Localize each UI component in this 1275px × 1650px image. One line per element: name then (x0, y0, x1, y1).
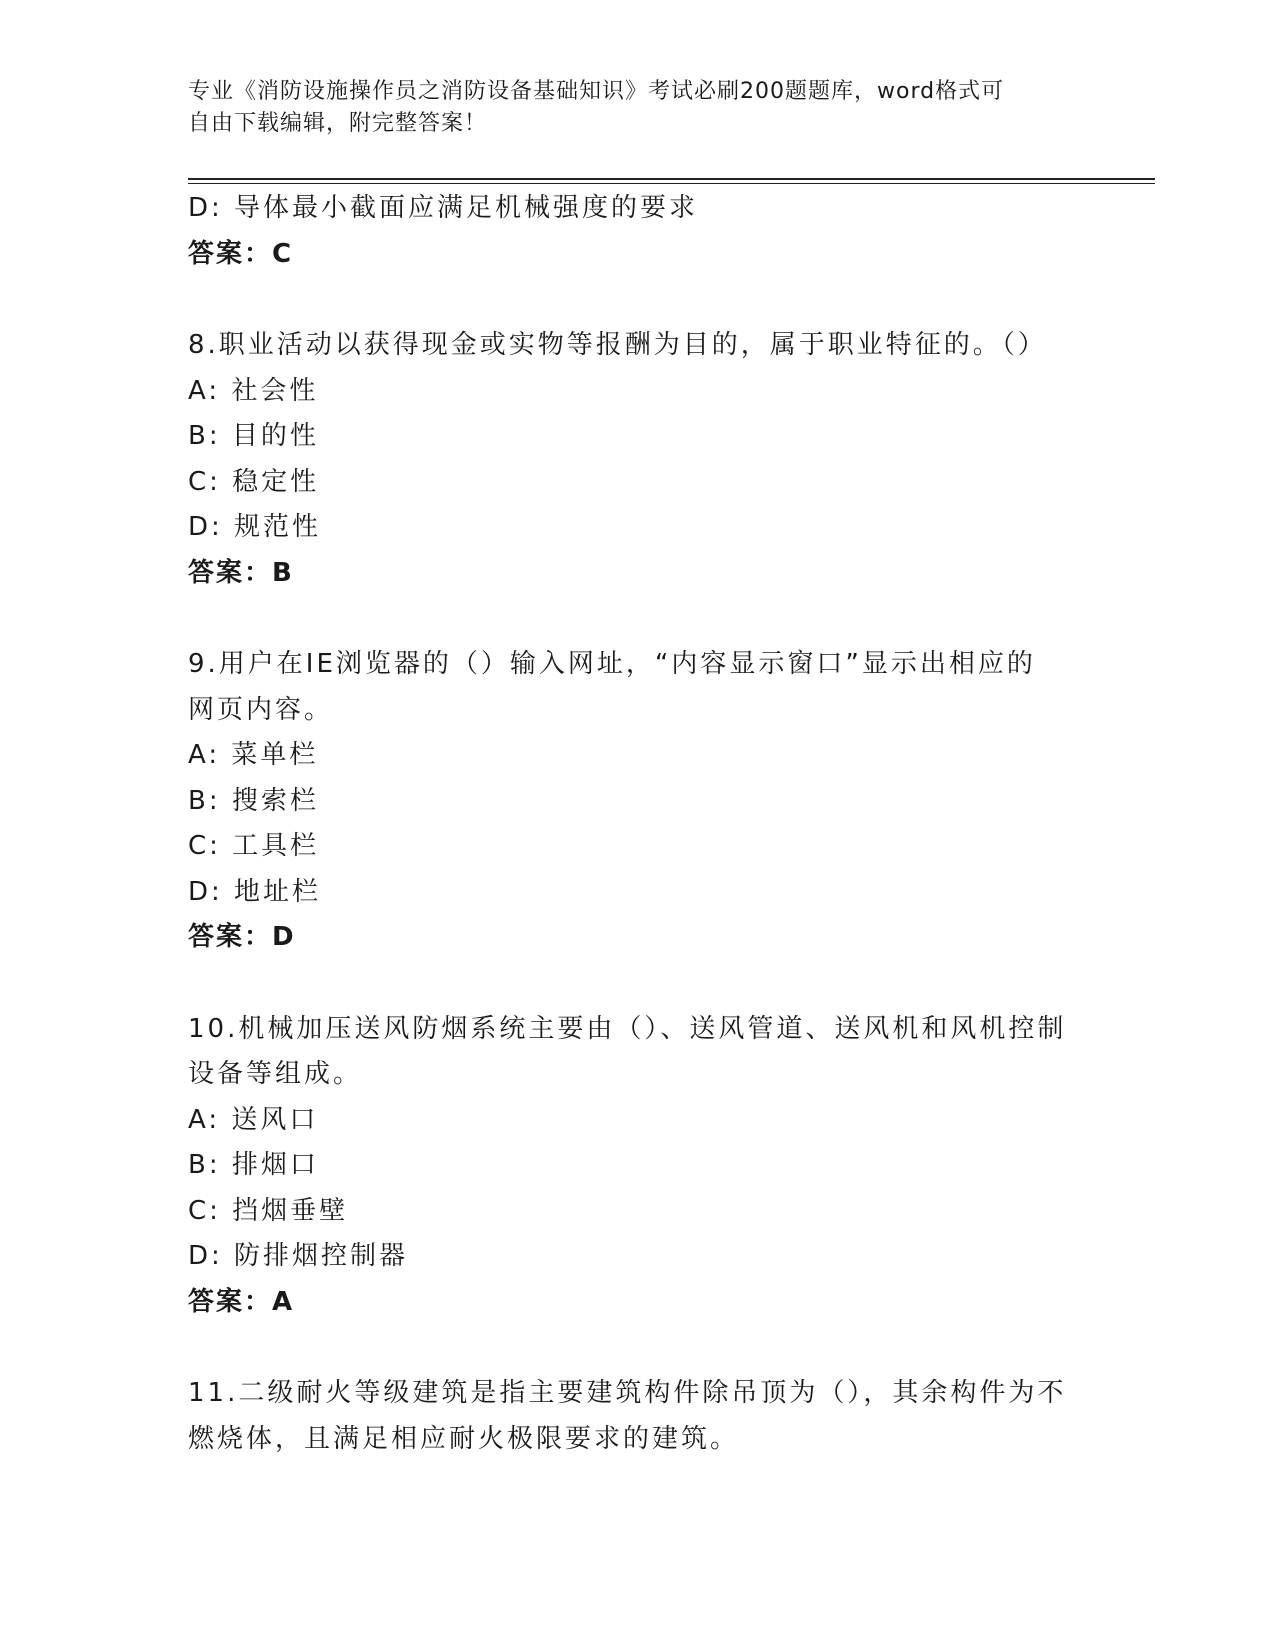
question-stem-continued: 网页内容。 (188, 694, 334, 725)
option-c: C: 工具栏 (188, 831, 320, 861)
option-d: D: 地址栏 (188, 876, 322, 907)
question-10 (188, 1007, 1088, 1326)
header-title-line-2: 自由下载编辑，附完整答案！ (188, 111, 488, 136)
question-stem: 11.二级耐火等级建筑是指主要建筑构件除吊顶为（），其余构件为不 (188, 1378, 1067, 1408)
question-stem: 10.机械加压送风防烟系统主要由（）、送风管道、送风机和风机控制 (188, 1013, 1067, 1044)
answer-line: 答案：B (188, 557, 294, 588)
question-stem-continued: 设备等组成。 (188, 1059, 363, 1089)
answer-line: 答案：C (188, 238, 294, 269)
header-divider (188, 178, 1155, 180)
option-b: B: 目的性 (188, 421, 319, 451)
option-c: C: 挡烟垂壁 (188, 1195, 349, 1226)
question-9 (188, 642, 1088, 961)
question-list (188, 186, 1088, 1462)
option-b: B: 排烟口 (188, 1150, 319, 1180)
question-stem-continued: 燃烧体，且满足相应耐火极限要求的建筑。 (188, 1423, 740, 1454)
option-b: B: 搜索栏 (188, 785, 319, 816)
answer-line: 答案：D (188, 922, 296, 952)
question-11 (188, 1371, 1088, 1462)
option-d: D: 规范性 (188, 512, 322, 542)
option-d: D: 导体最小截面应满足机械强度的要求 (188, 193, 699, 223)
question-7-continuation (188, 186, 1088, 277)
question-stem: 9.用户在IE浏览器的（）输入网址，“内容显示窗口”显示出相应的 (188, 649, 1036, 679)
question-stem: 8.职业活动以获得现金或实物等报酬为目的，属于职业特征的。（） (188, 330, 1047, 360)
option-a: A: 菜单栏 (188, 740, 319, 770)
option-c: C: 稳定性 (188, 466, 320, 497)
header-divider-thin (188, 183, 1155, 184)
header-title-line-1: 专业《消防设施操作员之消防设备基础知识》考试必刷200题题库，word格式可 (188, 79, 1005, 104)
question-8 (188, 323, 1088, 596)
answer-line: 答案：A (188, 1286, 295, 1317)
option-a: A: 送风口 (188, 1104, 319, 1135)
document-header (188, 76, 1068, 140)
option-a: A: 社会性 (188, 375, 319, 406)
option-d: D: 防排烟控制器 (188, 1241, 409, 1271)
